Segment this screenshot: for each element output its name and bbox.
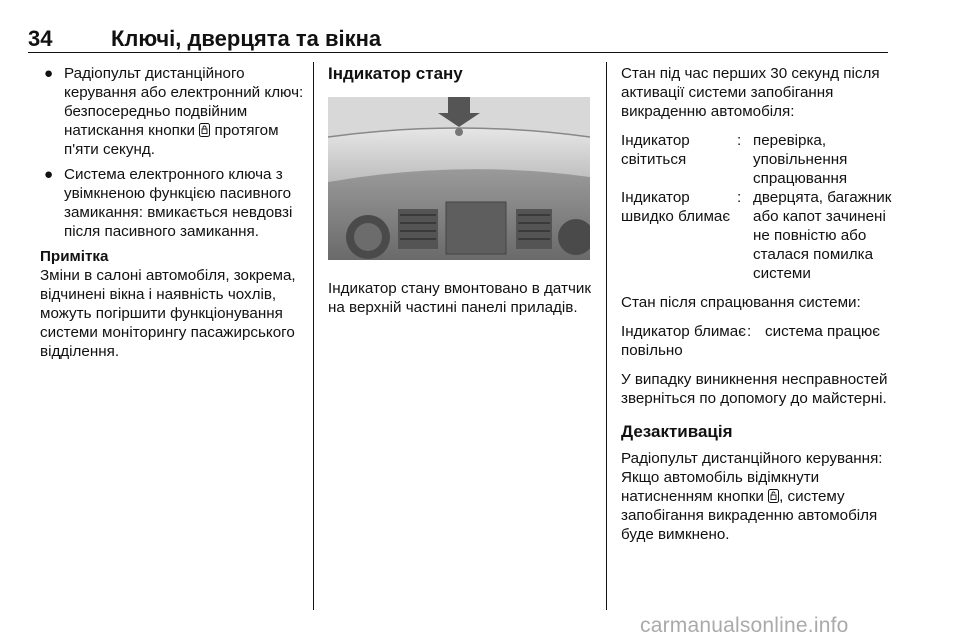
list-item <box>38 64 306 159</box>
bullet-text: Система електронного ключа з увімкненою функцією пасивного замикання: вмикається невдовзі після пасивного замикання. <box>64 166 293 240</box>
photo-caption: Індикатор стану вмонтовано в датчик на верхній частині панелі приладів. <box>328 280 592 316</box>
deactivation-text-post: , систему запобігання викраденню автомобіля буде вимкнено. <box>621 488 878 543</box>
column-3 <box>621 64 896 544</box>
deactivation-text-pre: Радіопульт дистанційного керування: Якщо автомобіль відімкнути натисненням кнопки <box>621 450 883 505</box>
fault-text: У випадку виникнення несправностей зверніться по допомогу до майстерні. <box>621 371 888 407</box>
separator: : <box>737 132 742 149</box>
page-header <box>28 20 888 54</box>
indicator-meaning: система працює <box>765 323 880 340</box>
header-rule <box>28 52 888 53</box>
separator: : <box>737 189 742 206</box>
indicator-state: Індикатор блимає повільно <box>621 323 746 359</box>
indicator-table <box>621 131 896 283</box>
indicator-state: Індикатор світиться <box>621 132 690 168</box>
page-number: 34 <box>28 26 53 51</box>
table-row <box>621 188 896 283</box>
page-title: Ключі, дверцята та вікна <box>111 26 382 51</box>
column-divider-1 <box>313 62 314 610</box>
indicator-state: Індикатор швидко блимає <box>621 189 731 225</box>
after-label: Стан після спрацювання системи: <box>621 294 861 311</box>
column-2 <box>328 64 596 317</box>
column-divider-2 <box>606 62 607 610</box>
watermark: carmanualsonline.info <box>640 614 849 637</box>
dashboard-photo <box>328 97 590 260</box>
intro-text: Стан під час перших 30 секунд після активації системи запобігання викраденню автомобіля: <box>621 65 880 120</box>
list-item <box>38 165 306 241</box>
table-row <box>621 322 896 360</box>
bullet-dot: ● <box>44 166 54 183</box>
indicator-meaning: дверцята, багажник або капот зачинені не повністю або сталася помилка системи <box>753 189 892 282</box>
note-text: Зміни в салоні автомобіля, зокрема, відчинені вікна і наявність чохлів, можуть погіршити функціонування системи моніторингу пасажирського відділення. <box>40 267 296 360</box>
lock-button-icon <box>199 123 210 137</box>
indicator-meaning: перевірка, уповільнення спрацювання <box>753 132 848 187</box>
deactivation-text <box>621 449 896 544</box>
table-row <box>621 131 896 188</box>
bullet-dot: ● <box>44 65 54 82</box>
bullet-text-pre: Радіопульт дистанційного керування або електронний ключ: безпосередньо подвійним натискання кнопки <box>64 65 304 139</box>
deactivation-heading: Дезактивація <box>621 422 733 441</box>
section-heading: Індикатор стану <box>328 64 463 83</box>
indicator-table-2 <box>621 322 896 360</box>
column-1 <box>38 64 306 361</box>
note-heading: Примітка <box>40 248 109 265</box>
bullet-text-post: протягом п'яти секунд. <box>64 122 279 158</box>
separator: : <box>747 323 752 340</box>
unlock-button-icon <box>768 489 779 503</box>
